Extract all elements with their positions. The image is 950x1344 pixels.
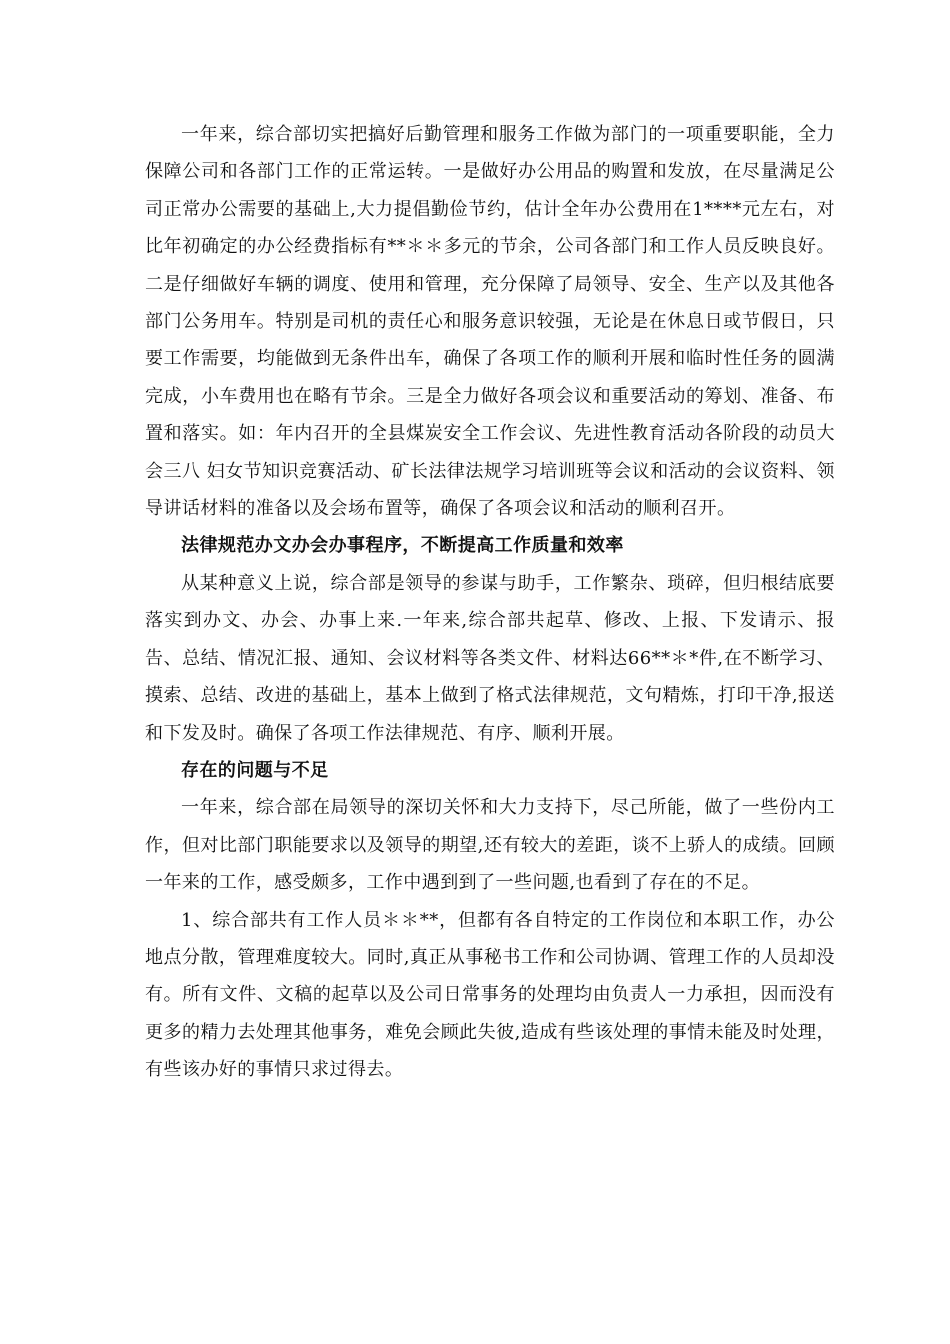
paragraph-problems-intro: 一年来，综合部在局领导的深切关怀和大力支持下，尽己所能，做了一些份内工作，但对比部门职能要求以及领导的期望,还有较大的差距，谈不上骄人的成绩。回顾一年来的工作，感受颇多，工作中遇到到了一些问题,也看到了存在的不足。 [145,797,835,894]
paragraph-logistics: 一年来，综合部切实把搞好后勤管理和服务工作做为部门的一项重要职能，全力保障公司和各部门工作的正常运转。一是做好办公用品的购置和发放，在尽量满足公司正常办公需要的基础上,大力提倡勤俭节约，估计全年办公费用在1****元左右，对比年初确定的办公经费指标有**＊＊多元的节余，公司各部门和工作人员反映良好。二是仔细做好车辆的调度、使用和管理，充分保障了局领导、安全、生产以及其他各部门公务用车。特别是司机的责任心和服务意识较强，无论是在休息日或节假日，只要工作需要，均能做到无条件出车，确保了各项工作的顺利开展和临时性任务的圆满完成，小车费用也在略有节余。三是全力做好各项会议和重要活动的筹划、准备、布置和落实。如：年内召开的全县煤炭安全工作会议、先进性教育活动各阶段的动员大会三八 妇女节知识竞赛活动、矿长法律法规学习培训班等会议和活动的会议资料、领导讲话材料的准备以及会场布置等，确保了各项会议和活动的顺利召开。 [145,124,835,520]
section-heading-procedures: 法律规范办文办会办事程序，不断提高工作质量和效率 [181,535,624,557]
paragraph-documents: 从某种意义上说，综合部是领导的参谋与助手，工作繁杂、琐碎，但归根结底要落实到办文、办会、办事上来.一年来,综合部共起草、修改、上报、下发请示、报告、总结、情况汇报、通知、会议材料等各类文件、材料达66**＊*件,在不断学习、摸索、总结、改进的基础上，基本上做到了格式法律规范，文句精炼，打印干净,报送和下发及时。确保了各项工作法律规范、有序、顺利开展。 [145,572,835,744]
paragraph-staffing-issue: 1、综合部共有工作人员＊＊**，但都有各自特定的工作岗位和本职工作，办公地点分散，管理难度较大。同时,真正从事秘书工作和公司协调、管理工作的人员却没有。所有文件、文稿的起草以及公司日常事务的处理均由负责人一力承担，因而没有更多的精力去处理其他事务，难免会顾此失彼,造成有些该处理的事情未能及时处理，有些该办好的事情只求过得去。 [145,909,835,1081]
document-body [145,116,835,1089]
section-heading-problems: 存在的问题与不足 [181,759,329,781]
